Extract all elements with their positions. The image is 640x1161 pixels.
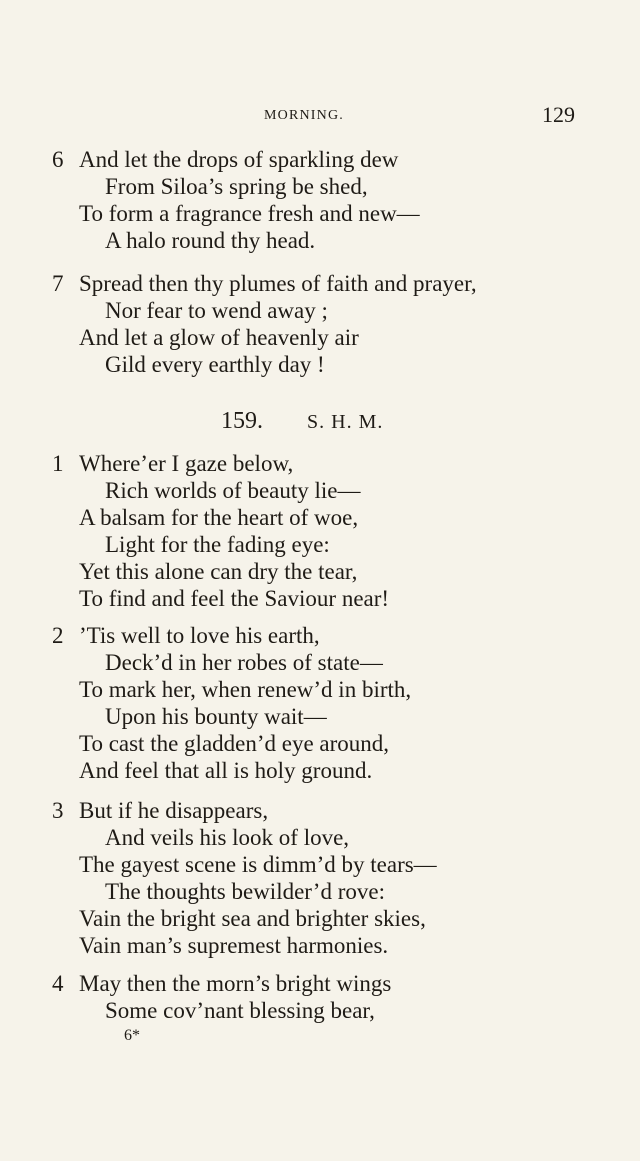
verse-text: The thoughts bewilder’d rove: — [105, 879, 385, 904]
verse-line — [0, 173, 640, 200]
verse-line — [0, 585, 640, 612]
verse-line — [0, 558, 640, 585]
stanza-number: 4 — [52, 971, 64, 996]
stanza-4 — [0, 970, 640, 1024]
verse-text: Some cov’nant blessing bear, — [105, 998, 375, 1023]
verse-line — [0, 351, 640, 378]
verse-line — [0, 270, 640, 297]
verse-text: Yet this alone can dry the tear, — [79, 559, 358, 584]
verse-text: Vain man’s supremest harmonies. — [79, 933, 389, 958]
verse-text: Spread then thy plumes of faith and prayer, — [79, 271, 477, 296]
verse-text: To find and feel the Saviour near! — [79, 586, 390, 611]
verse-line — [0, 477, 640, 504]
verse-line — [0, 997, 640, 1024]
stanza-number: 6 — [52, 147, 64, 172]
verse-line — [0, 531, 640, 558]
hymn-number: 159. — [221, 408, 263, 434]
verse-line — [0, 970, 640, 997]
running-title: MORNING. — [264, 108, 344, 123]
verse-line — [0, 297, 640, 324]
verse-text: May then the morn’s bright wings — [79, 971, 392, 996]
signature-mark: 6* — [124, 1027, 140, 1044]
verse-line — [0, 703, 640, 730]
stanza-1 — [0, 450, 640, 612]
verse-line — [0, 200, 640, 227]
stanza-number: 7 — [52, 271, 64, 296]
verse-text: A balsam for the heart of woe, — [79, 505, 359, 530]
verse-text: And veils his look of love, — [105, 825, 350, 850]
verse-line — [0, 851, 640, 878]
verse-line — [0, 730, 640, 757]
verse-text: From Siloa’s spring be shed, — [105, 174, 368, 199]
verse-line — [0, 905, 640, 932]
verse-line — [0, 324, 640, 351]
hymn-meter: S. H. M. — [307, 411, 384, 433]
verse-text: The gayest scene is dimm’d by tears— — [79, 852, 437, 877]
verse-text: Vain the bright sea and brighter skies, — [79, 906, 426, 931]
verse-line — [0, 797, 640, 824]
verse-text: Deck’d in her robes of state— — [105, 650, 383, 675]
verse-text: Light for the fading eye: — [105, 532, 330, 557]
verse-line — [0, 504, 640, 531]
verse-text: Gild every earthly day ! — [105, 352, 325, 377]
verse-line — [0, 878, 640, 905]
verse-text: And let a glow of heavenly air — [79, 325, 359, 350]
verse-text: Nor fear to wend away ; — [105, 298, 328, 323]
verse-text: ’Tis well to love his earth, — [79, 623, 320, 648]
verse-text: But if he disappears, — [79, 798, 269, 823]
verse-text: Where’er I gaze below, — [79, 451, 294, 476]
running-head — [0, 104, 640, 128]
verse-line — [0, 824, 640, 851]
verse-line — [0, 146, 640, 173]
hymn-heading — [0, 406, 640, 440]
verse-text: A halo round thy head. — [105, 228, 316, 253]
stanza-7 — [0, 270, 640, 378]
verse-line — [0, 450, 640, 477]
verse-line — [0, 622, 640, 649]
stanza-2 — [0, 622, 640, 784]
verse-line — [0, 227, 640, 254]
verse-line — [0, 649, 640, 676]
verse-text: To cast the gladden’d eye around, — [79, 731, 390, 756]
verse-text: Upon his bounty wait— — [105, 704, 327, 729]
verse-text: To mark her, when renew’d in birth, — [79, 677, 412, 702]
verse-text: To form a fragrance fresh and new— — [79, 201, 420, 226]
verse-text: And let the drops of sparkling dew — [79, 147, 399, 172]
verse-text: Rich worlds of beauty lie— — [105, 478, 361, 503]
stanza-number: 2 — [52, 623, 64, 648]
verse-line — [0, 757, 640, 784]
stanza-3 — [0, 797, 640, 959]
page-number: 129 — [542, 102, 575, 127]
verse-line — [0, 932, 640, 959]
stanza-number: 3 — [52, 798, 64, 823]
stanza-6 — [0, 146, 640, 254]
stanza-number: 1 — [52, 451, 64, 476]
verse-text: And feel that all is holy ground. — [79, 758, 373, 783]
verse-line — [0, 676, 640, 703]
